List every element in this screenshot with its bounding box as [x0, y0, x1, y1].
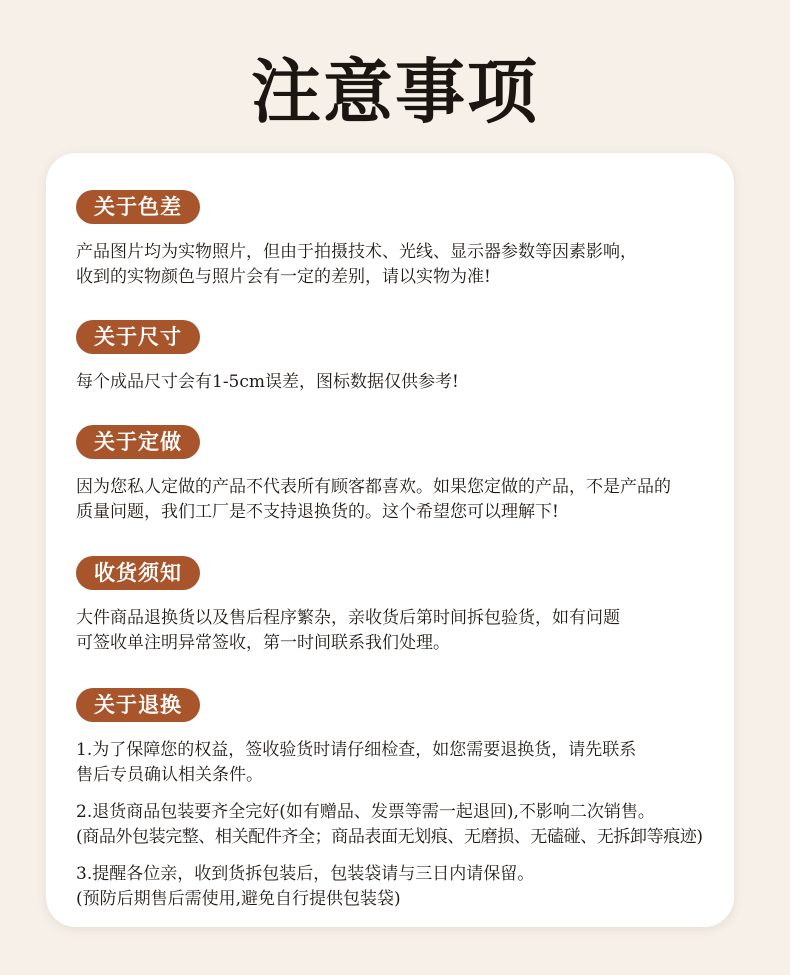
- text-line: 可签收单注明异常签收，第一时间联系我们处理。: [76, 633, 450, 653]
- section-text: [76, 370, 726, 395]
- text-line: 2.退货商品包装要齐全完好(如有赠品、发票等需一起退回),不影响二次销售。: [76, 802, 655, 822]
- section-badge: 关于色差: [76, 190, 200, 224]
- text-line: 3.提醒各位亲，收到货拆包装后，包装袋请与三日内请保留。: [76, 864, 535, 884]
- section-badge: 关于定做: [76, 425, 200, 459]
- text-line: 收到的实物颜色与照片会有一定的差别，请以实物为准!: [76, 267, 491, 287]
- return-item: [76, 738, 726, 788]
- section-badge: 关于尺寸: [76, 320, 200, 354]
- text-line: 每个成品尺寸会有1-5cm误差，图标数据仅供参考!: [76, 372, 459, 392]
- section-badge: 关于退换: [76, 688, 200, 722]
- section-size: [76, 320, 726, 395]
- text-line: 大件商品退换货以及售后程序繁杂，亲收货后第时间拆包验货，如有问题: [76, 608, 620, 628]
- section-returns: [76, 688, 726, 912]
- text-line: (商品外包装完整、相关配件齐全；商品表面无划痕、无磨损、无磕碰、无拆卸等痕迹): [76, 827, 703, 847]
- text-line: 1.为了保障您的权益，签收验货时请仔细检查，如您需要退换货，请先联系: [76, 740, 637, 760]
- section-text: [76, 475, 726, 525]
- section-text: [76, 738, 726, 912]
- text-line: 因为您私人定做的产品不代表所有顾客都喜欢。如果您定做的产品，不是产品的: [76, 477, 671, 497]
- section-badge: 收货须知: [76, 556, 200, 590]
- return-item: [76, 862, 726, 912]
- section-custom-order: [76, 425, 726, 525]
- notice-card: [46, 153, 734, 927]
- section-receiving-notice: [76, 556, 726, 656]
- text-line: 售后专员确认相关条件。: [76, 765, 263, 785]
- text-line: (预防后期售后需使用,避免自行提供包装袋): [76, 889, 401, 909]
- section-color-difference: [76, 190, 726, 290]
- return-item: [76, 800, 726, 850]
- section-text: [76, 606, 726, 656]
- section-text: [76, 240, 726, 290]
- text-line: 质量问题，我们工厂是不支持退换货的。这个希望您可以理解下!: [76, 502, 559, 522]
- text-line: 产品图片均为实物照片，但由于拍摄技术、光线、显示器参数等因素影响，: [76, 242, 637, 262]
- page-title: 注意事项: [251, 50, 539, 133]
